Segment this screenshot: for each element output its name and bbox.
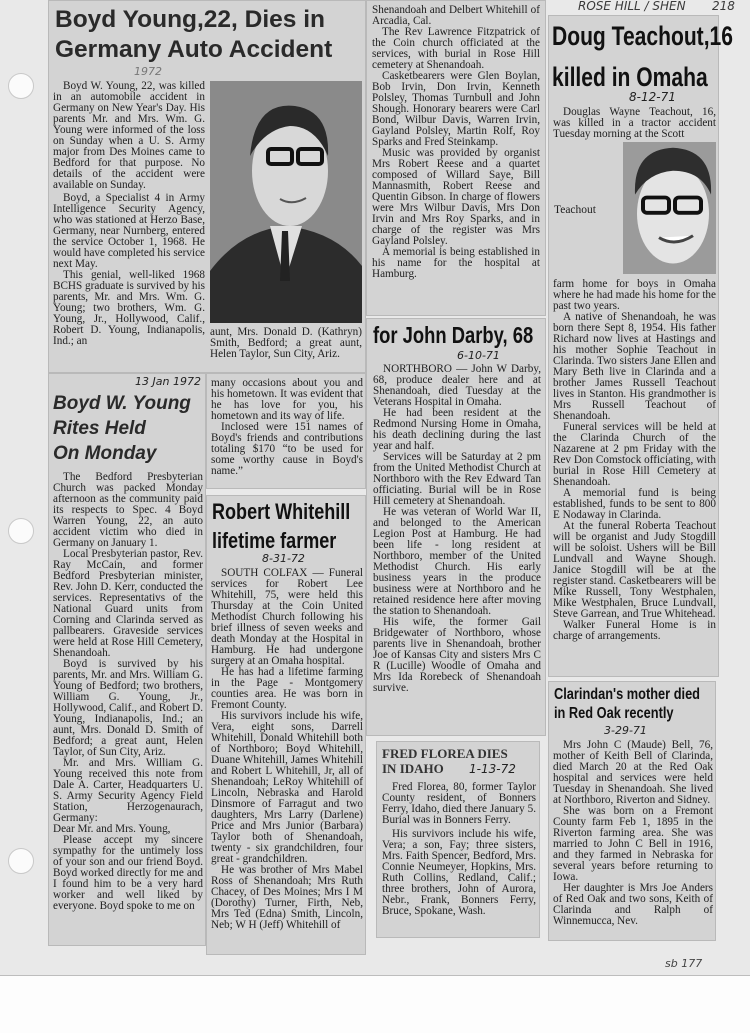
article-body <box>53 472 203 912</box>
clipping-maude-bell <box>548 681 716 941</box>
paragraph: This genial, well-liked 1968 BCHS graduate is survived by his parents, Mr. and Mrs. Wm. G. Young; two brothers, Wm. G. Young, Jr., Hollywood, Calif., Robert D. Young, Indianapolis, Ind.; an <box>53 269 205 347</box>
paragraph: SOUTH COLFAX — Funeral services for Robert Lee Whitehill, 75, were held this Thursday at the Coin United Methodist Church following his brief illness of seven weeks and death Monday at the Hospital in Hamburg. He had undergone surgery at an Omaha hospital. <box>211 567 363 667</box>
clipping-boyd-young-death <box>48 0 366 373</box>
portrait-photo-doug-teachout <box>623 142 716 274</box>
article-body <box>373 364 541 694</box>
paragraph: The Bedford Presbyterian Church was packed Monday afternoon as the community paid its respects to Spec. 4 Boyd Warren Young, 22, an auto accident victim who died in Germany on January 1. <box>53 471 203 549</box>
headline-line: Clarindan's mother died <box>554 686 700 703</box>
clipping-boyd-young-rites-continued <box>206 373 366 489</box>
paragraph: Dear Mr. and Mrs. Young, <box>53 823 171 835</box>
clipping-boyd-young-rites <box>48 373 206 946</box>
photo-caption: Teachout <box>554 204 596 216</box>
paragraph: A memorial is being established in his name for the hospital at Hamburg. <box>372 246 540 280</box>
clipping-robert-whitehill <box>206 495 366 955</box>
paragraph: Douglas Wayne Teachout, 16, was killed in a tractor accident Tuesday morning at the Scott <box>553 106 716 140</box>
paragraph: He had been resident at the Redmond Nursing Home in Omaha, his death declining during the last year and half. <box>373 407 541 452</box>
paragraph: Services will be Saturday at 2 pm from the United Methodist Church at Northboro with the Rev Edward Tan officiating. Burial will be in Rose Hill cemetery at Shenandoah. <box>373 451 541 507</box>
paragraph: His survivors include his wife, Vera; a son, Fay; three sisters, Mrs. Faith Spencer, Bedford, Mrs. Connie Neumeyer, Hopkins, Mrs. Ruth Collins, Redland, Calif.; three brothers, John of Aurora, Nebr., Frank, Bonners Ferry, Bruce, Spokane, Wash. <box>382 828 536 917</box>
article-body <box>382 782 536 917</box>
article-body <box>553 279 716 642</box>
paragraph: Fred Florea, 80, former Taylor County resident, of Bonners Ferry, Idaho, died there January 5. Burial was in Bonners Ferry. <box>382 781 536 826</box>
clipping-doug-teachout <box>548 15 733 677</box>
handwritten-date: 6-10-71 <box>457 349 500 362</box>
article-body <box>211 568 363 931</box>
article-lead <box>553 107 716 140</box>
article-continuation <box>211 378 363 477</box>
paragraph: farm home for boys in Omaha where he had made his home for the past two years. <box>553 278 716 312</box>
paragraph: She was born on a Fremont County farm Feb 1, 1895 in the Riverton farming area. She was married to John C Bell in 1916, and they farmed in Nebraska for several years before returning to Iowa. <box>553 805 713 883</box>
headline-line: killed in Omaha <box>552 62 708 92</box>
paragraph: Casketbearers were Glen Boylan, Bob Irvin, Don Irvin, Kenneth Polsley, Thomas Turnbull and John Shough. Honorary bearers were Carl Bond, Wilbur Davis, Warren Irvin, Gayland Polsley, Martin Rolf, Roy Sparks and Fred Steinkamp. <box>372 70 540 148</box>
paragraph: Mrs John C (Maude) Bell, 76, mother of Keith Bell of Clarinda, died March 20 at the Red Oak hospital and services were held Tuesday in Shenandoah. She lived at Northboro, Riverton and Sidney. <box>553 739 713 806</box>
headline-line: On Monday <box>53 443 157 464</box>
handwritten-page-number: 218 <box>712 0 735 13</box>
headline <box>212 499 381 557</box>
paragraph: He was veteran of World War II, and belonged to the American Legion Post at Hamburg. He had been life - long resident at Northboro, member of the United Methodist Church. His early business years in the produce business were at Northboro and he retained residence here after moving the station to Shenandoah. <box>373 506 541 617</box>
portrait-photo-boyd-young <box>210 81 362 323</box>
paragraph: At the funeral Roberta Teachout will be organist and Judy Stogdill will be soloist. Ushers will be Bill Lundvall and Wayne Shough. Janice Stogdill will be at the register stand. Casketbearers will be Mike Russell, Tony Westphalen, Mike Westphalen, Bruce Lundvall, Steve Garrean, and True Whitehead. <box>553 520 716 620</box>
headline-line: Boyd W. Young <box>53 393 191 414</box>
headline <box>554 685 737 723</box>
paragraph: Walker Funeral Home is in charge of arrangements. <box>553 619 716 642</box>
portrait-silhouette-icon <box>210 81 362 323</box>
article-continuation <box>372 5 540 280</box>
headline <box>552 18 750 100</box>
handwritten-scrapbook-reference: sb 177 <box>665 957 703 970</box>
handwritten-date: 8-31-72 <box>262 552 305 565</box>
paragraph: His survivors include his wife, Vera, eight sons, Darrell Whitehill, Donald Whitehill both of Northboro; Boyd Whitehill, Duane Whitehill, James Whitehill and Robert L Whitehill, Jr, all of Shenandoah; LeRoy Whitehill of Lincoln, Nebraska and Harold Dinsmore of Farragut and two daughters, Mrs Larry (Darlene) Price and Mrs Junior (Barbara) Taylor both of Shenandoah, twenty - six grandchildren, four great - grandchildren. <box>211 710 363 865</box>
handwritten-date: 13 Jan 1972 <box>135 375 201 388</box>
clipping-fred-florea <box>376 741 540 938</box>
paragraph: Her daughter is Mrs Joe Anders of Red Oak and two sons, Keith of Clarinda and Ralph of Winnemucca, Nev. <box>553 882 713 927</box>
headline-line: Rites Held <box>53 418 146 439</box>
paragraph: He was brother of Mrs Mabel Ross of Shenandoah; Mrs Ruth Chacey, of Des Moines; Mrs I M (Dorothy) Turner, Firth, Neb, Mrs Ted (Edna) Smith, Lincoln, Neb; W H (Jeff) Whitehill of <box>211 864 363 931</box>
headline <box>53 391 191 466</box>
clipping-robert-whitehill-continued <box>366 0 546 316</box>
paragraph: aunt, Mrs. Donald D. (Kathryn) Smith, Bedford; a great aunt, Helen Taylor, Sun City, Ariz. <box>210 326 362 360</box>
headline-line: for John Darby, 68 <box>373 322 534 348</box>
paragraph: Music was provided by organist Mrs Robert Reese and a quartet composed of Willard Saye, Bill Mannasmith, Robert Reese and Quentin Gibson. In charge of flowers were Mrs Wilbur Davis, Mrs Don Irvin and Mrs Roy Sparks, and in charge of the register was Mrs Gayland Polsley. <box>372 147 540 247</box>
paragraph: Funeral services will be held at the Clarinda Church of the Nazarene at 2 pm Friday with the Rev Don Comstock officiating, with burial in Rose Hill Cemetery at Shenandoah. <box>553 421 716 488</box>
paragraph: Please accept my sincere sympathy for the untimely loss of your son and our friend Boyd. Boyd worked directly for me and I found him to be a very hard worker and well liked by everyone. Boyd spoke to me on <box>53 834 203 912</box>
portrait-silhouette-icon <box>623 142 716 274</box>
paragraph: Inclosed were 151 names of Boyd's friends and contributions totaling $170 “to be used for some worthy cause in Boyd's name.” <box>211 421 363 477</box>
headline <box>55 5 332 65</box>
handwritten-date: 3-29-71 <box>604 724 647 737</box>
handwritten-date: 1-13-72 <box>469 762 516 776</box>
handwritten-date: 8-12-71 <box>629 90 676 104</box>
handwritten-date: 1972 <box>134 65 162 78</box>
headline-line: Boyd Young,22, Dies in <box>55 6 326 33</box>
paragraph: He has had a lifetime farming in the Page - Montgomery counties area. He was born in Fremont County. <box>211 666 363 711</box>
article-body <box>553 740 713 927</box>
paragraph: Mr. and Mrs. William G. Young received this note from Dale A. Carter, Headquarters U. S. Army Security Agency Field Station, Herzogenaurach, Germany: <box>53 757 203 824</box>
paragraph: A native of Shenandoah, he was born there Sept 8, 1954. His father Richard now lives at Hastings and his mother Sophie Teachout in Clarinda. Two sisters Jane Ellen and Mary Beth live in Clarinda and a brother James Russell Teachout lives in Stanton. His grandmother is Mrs Russell Teachout of Shenandoah. <box>553 311 716 422</box>
handwritten-cemetery-note: ROSE HILL / SHEN <box>578 0 686 13</box>
paragraph: The Rev Lawrence Fitzpatrick of the Coin church officiated at the services, with burial in Rose Hill cemetery at Shenandoah. <box>372 26 540 71</box>
article-continuation <box>210 327 362 360</box>
article-body <box>53 81 205 347</box>
binder-hole <box>8 73 34 99</box>
paragraph: Boyd W. Young, 22, was killed in an automobile accident in Germany on New Year's Day. His parents Mr. and Mrs. Wm. G. Young were informed of the loss on Sunday when a U. S. Army major from Des Moines came to Bedford for that purpose. No details of the accident were available on Sunday. <box>53 80 205 191</box>
headline-line: Robert Whitehill <box>212 499 351 524</box>
paragraph: A memorial fund is being established, funds to be sent to 800 E Nodaway in Clarinda. <box>553 487 716 521</box>
paragraph: Boyd is survived by his parents, Mr. and Mrs. William G. Young of Bedford; two brothers, William G. Young, Jr., Hollywood, Calif., and Robert D. Young, Indianapolis, Ind.; an aunt, Mrs. Donald D. Smith of Bedford; a great aunt, Helen Taylor, of Sun City, Ariz. <box>53 658 203 758</box>
paragraph: Local Presbyterian pastor, Rev. Ray McCain, and former Bedford Presbyterian minister, Rev. John D. Kerr, conducted the services. Representativs of the National Guard units from Corning and Clarinda served as pallbearers. Graveside services were held at Rose Hill Cemetery, Shenandoah. <box>53 548 203 659</box>
paragraph: His wife, the former Gail Bridgewater of Northboro, whose parents live in Shenandoah, brother Joe of Kansas City and sisters Mrs C R (Lucille) Woodle of Omaha and Mrs Ida Rorebeck of Shenandoah survive. <box>373 616 541 694</box>
binder-hole <box>8 518 34 544</box>
headline-line: Germany Auto Accident <box>55 36 333 63</box>
headline-line: Doug Teachout,16 <box>552 21 733 51</box>
clipping-john-darby <box>366 318 546 736</box>
headline <box>373 322 573 352</box>
headline-line: IN IDAHO <box>382 761 444 776</box>
binder-hole <box>8 848 34 874</box>
paragraph: NORTHBORO — John W Darby, 68, produce dealer here and at Shenandoah, died Tuesday at the Veterans Hospital in Omaha. <box>373 363 541 408</box>
paragraph: Boyd, a Specialist 4 in Army Intelligence Security Agency, who was stationed at Herzo Base, Germany, near Nurnberg, entered the service October 1, 1968. He would have completed his service next May. <box>53 192 205 270</box>
paragraph: many occasions about you and his hometown. It was evident that he has love for you, his hometown and its way of life. <box>211 377 363 422</box>
headline-line: lifetime farmer <box>212 528 337 553</box>
headline-line: in Red Oak recently <box>554 705 674 722</box>
paragraph: Shenandoah and Delbert Whitehill of Arcadia, Cal. <box>372 4 540 27</box>
headline-line: FRED FLOREA DIES <box>382 746 508 761</box>
